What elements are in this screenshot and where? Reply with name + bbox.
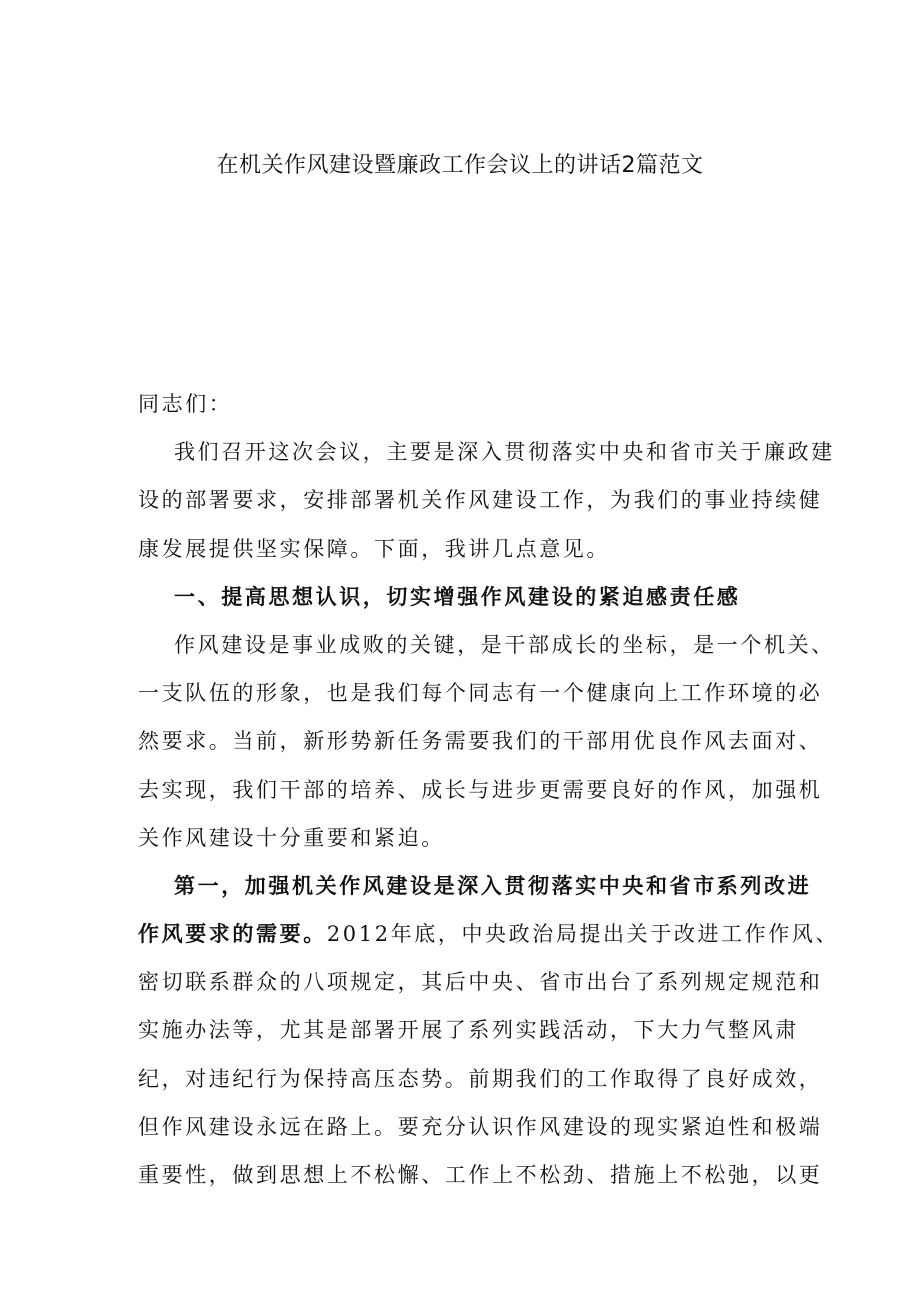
paragraph-line: 设的部署要求，安排部署机关作风建设工作，为我们的事业持续健 [138, 488, 823, 513]
paragraph-line: 去实现，我们干部的培养、成长与进步更需要良好的作风，加强机 [138, 777, 823, 802]
paragraph-line: 重要性，做到思想上不松懈、工作上不松劲、措施上不松弛，以更 [138, 1163, 823, 1187]
paragraph-line: 作风建设是事业成败的关键，是干部成长的坐标，是一个机关、 [174, 632, 835, 657]
salutation: 同志们： [138, 392, 233, 416]
paragraph-line: 密切联系群众的八项规定，其后中央、省市出台了系列规定规范和 [138, 970, 823, 995]
paragraph-line: 我们召开这次会议，主要是深入贯彻落实中央和省市关于廉政建 [174, 440, 835, 465]
paragraph-text: 2012年底，中央政治局提出关于改进工作作风、 [326, 922, 840, 947]
paragraph-line [138, 910, 840, 958]
emphasis-text: 作风要求的需要。 [138, 921, 327, 947]
paragraph-line: 一支队伍的形象，也是我们每个同志有一个健康向上工作环境的必 [138, 681, 823, 706]
document-body [138, 380, 840, 1199]
paragraph-lead-line: 第一，加强机关作风建设是深入贯彻落实中央和省市系列改进 [174, 872, 812, 898]
paragraph-line: 纪，对违纪行为保持高压态势。前期我们的工作取得了良好成效， [138, 1066, 823, 1091]
paragraph-line: 关作风建设十分重要和紧迫。 [138, 825, 445, 850]
section-heading: 一、提高思想认识，切实增强作风建设的紧迫感责任感 [174, 583, 741, 609]
paragraph-line: 康发展提供坚实保障。下面，我讲几点意见。 [138, 536, 610, 561]
paragraph-line: 然要求。当前，新形势新任务需要我们的干部用优良作风去面对、 [138, 729, 823, 754]
paragraph-line: 但作风建设永远在路上。要充分认识作风建设的现实紧迫性和极端 [138, 1114, 823, 1139]
document-title: 在机关作风建设暨廉政工作会议上的讲话2篇范文 [216, 153, 704, 178]
paragraph-line: 实施办法等，尤其是部署开展了系列实践活动，下大力气整风肃 [138, 1018, 799, 1043]
